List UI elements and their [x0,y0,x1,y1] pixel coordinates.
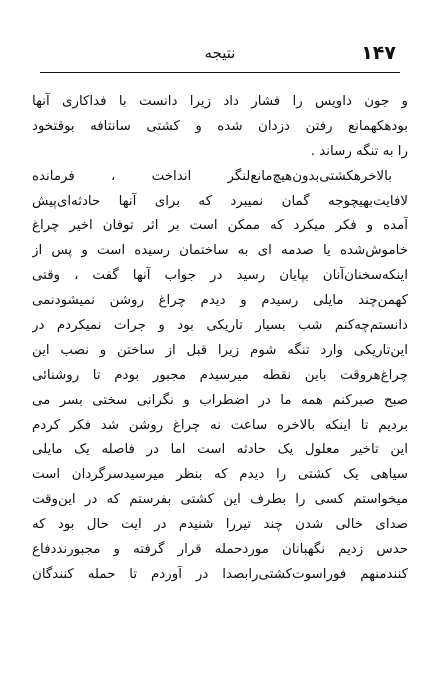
text-line: آمده و فکر میکرد که ممکن است بر اثر توفان اخیر چراغ [32,218,408,234]
text-line: صدای خالی شدن چند تیررا شنیدم در ایت حال بود که [32,517,408,533]
running-title: نتیجه [204,44,236,62]
text-line: کهمن‌چند مایلی رسیدم و دیدم چراغ روشن نمیشود‌نمی [32,293,408,309]
text-line: میخواستم کسی را بطرف این کشتی بفرستم که در این‌وقت [32,492,408,508]
body-text [32,90,408,588]
text-line: و جون داویس را فشار داد زیرا دانست با فداکاری آنها [32,94,408,109]
paragraph-2 [32,165,408,588]
text-line: چراغ‌هروقت باین نقطه میرسیدم مجبور بودم تا روشنائی [32,367,408,383]
page-number: ۱۴۷ [361,42,396,64]
text-line: بردیم تا اینکه بالاخره ساعت نه چراغ روشن شد فکر کردم [32,417,408,433]
text-line: لافایت‌بهیچوجه گمان نمیبرد که برای آنها حادثه‌ای‌پیش [32,193,408,209]
header-rule [40,72,400,73]
text-line: را به تنگه رساند . [310,143,408,159]
text-line: حدس زدیم نگهبانان موردحمله قرار گرفته و مجبورنددفاع [32,542,408,558]
page-header [40,40,400,66]
text-line: خاموش‌شده یا صدمه ای به ساختمان رسیده است و پس از [32,243,408,259]
text-line: اینکه‌سخنان‌آنان بپایان رسید در جواب آنها گفت ، وقتی [32,268,408,284]
text-line: بالاخرهکشتی‌بدون‌هیچ‌مانع‌لنگر انداخت ، فرمانده [32,168,392,184]
text-line: دانستم‌چه‌کنم شب بسیار تاریکی بود و جرات نمیکردم در [32,318,408,334]
text-line: این‌تاریکی وارد تنگه شوم زیرا قبل از ساختن و نصب این [32,342,408,358]
text-line: صبح صبرکنم همه ما در اضطراب و نگرانی سختی بسر می [32,392,408,408]
text-line: کنندمنهم فوراسوت‌کشتی‌رابصدا در آوردم تا حمله کنندگان [32,566,408,582]
text-line: بودهکهمانع رفتن دزدان شده و کشتی سانتافه بوقتخود [32,118,408,134]
text-line: سیاهی یک کشتی را دیدم که بنظر میرسید‌سرگردان است [32,467,408,483]
text-line: این تاخیر معلول یک حادثه است اما در فاصله یک مایلی [32,442,408,458]
paragraph-1 [32,90,408,165]
